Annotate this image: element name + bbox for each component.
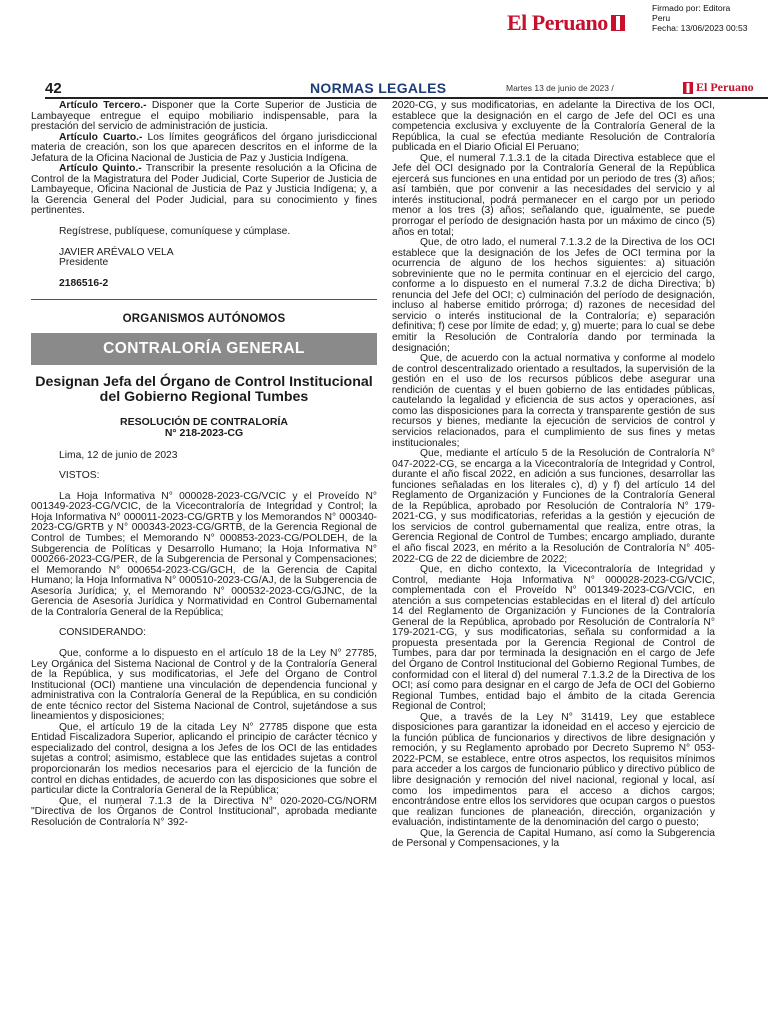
place-date: Lima, 12 de junio de 2023 — [59, 449, 178, 461]
resolution-title — [31, 417, 377, 439]
considerando-paragraph: Que, el numeral 7.1.3.1 de la citada Directiva establece que el Jefe del OCI designado por la Contraloría General de la República ejercerá sus funciones en una entidad por un periodo de tres (3) años; así también, que por convenir a las necesidades del servicio y al interés institucional, podrá permanecer en el cargo por un periodo menor a los tres (3) años; señalando que, igualmente, se puede prorrogar el período de designación hasta por un máximo de cinco (5) años en total; — [392, 152, 715, 238]
considerando-paragraph: Que, el artículo 19 de la citada Ley N° 27785 dispone que esta Entidad Fiscalizadora Superior, aplicando el principio de carácter técnico y especializado del control, designa a los Jefes de los OCI de las entidades sujetas a control; asimismo, establece que las entidades sujetas a control proporcionarán los medios necesarios para el ejercicio de la función de control en dichas entidades, de acuerdo con las disposiciones que sobre el particular dicte la Contraloría General de la República; — [31, 721, 377, 797]
header-logo — [683, 80, 754, 95]
vistos-heading: VISTOS: — [59, 470, 100, 482]
headline: Designan Jefa del Órgano de Control Institucional del Gobierno Regional Tumbes — [35, 373, 373, 405]
digital-signature — [652, 3, 748, 33]
left-column — [31, 101, 377, 828]
article-paragraph — [31, 101, 377, 133]
considerando-paragraph: Que, de otro lado, el numeral 7.1.3.2 de la Directiva de los OCI establece que la designación de los Jefes de OCI termina por la ocurrencia de alguno de los hechos siguientes: a) situación sobreviniente que no le permita continuar en el ejercicio del cargo, conforme a lo dispuesto en el numeral 7.3.2 de dicha Directiva; b) renuncia del Jefe del OCI; c) culminación del período de designación, incluso al haberse emitido prórroga; d) razones de necesidad del servicio o interés institucional de la Contraloría; e) separación definitiva; f) cese por límite de edad; y, g) muerte; para lo cual se debe emitir la Resolución de Contraloría dando por terminada la designación; — [392, 237, 715, 354]
issue-date: Martes 13 de junio de 2023 / — [506, 83, 614, 93]
masthead — [0, 0, 768, 72]
closing-formula: Regístrese, publíquese, comuníquese y cúmplase. — [59, 226, 291, 238]
considerando-paragraph: Que, de acuerdo con la actual normativa y conforme al modelo de control descentralizado orientado a resultados, la supervisión de la gestión en el uso de los recursos públicos debe asegurar una rendición de cuentas y el buen gobierno de las entidades públicas, cautelando la legalidad y eficiencia de sus actos y operaciones, así como las disposiciones para la correcta y transparente gestión de sus recursos y bienes, mediante la ejecución de servicios de control y servicios relacionados, para el cumplimiento de sus fines y metas institucionales; — [392, 353, 715, 449]
article-title: Artículo Quinto.- — [59, 163, 142, 175]
considerando-heading: CONSIDERANDO: — [59, 627, 146, 639]
logo-text: El Peruano — [507, 10, 608, 35]
page-number: 42 — [45, 80, 62, 97]
considerando-paragraph: Que, el numeral 7.1.3 de la Directiva N° 020-2020-CG/NORM "Directiva de los Órganos de Control Institucional", aprobada mediante Resolución de Contraloría N° 392- — [31, 795, 377, 828]
header-rule — [45, 97, 768, 99]
signer-name: JAVIER ARÉVALO VELA — [59, 246, 174, 258]
divider — [31, 299, 377, 300]
document-number: 2186516-2 — [59, 277, 109, 289]
signature-line: Fecha: 13/06/2023 00:53 — [652, 23, 748, 33]
considerando-paragraph: Que, a través de la Ley N° 31419, Ley que establece disposiciones para garantizar la idoneidad en el acceso y ejercicio de la función pública de funcionarios y directivos de libre designación y remoción, y su Reglamento aprobado por Decreto Supremo N° 053-2022-PCM, se establece, entre otros aspectos, los requisitos mínimos para acceder a los cargos de funcionario público y directivo público de libre designación y remoción del nivel nacional, regional y local, así como los impedimentos para el acceso a dichos cargos; encontrándose entre ellos los servidores que ocupan cargos o puestos que realizan funciones de planeación, dirección, organización y evaluación, indistintamente de la denominación del cargo o puesto; — [392, 711, 715, 829]
article-paragraph — [31, 164, 377, 217]
continued-paragraph: 2020-CG, y sus modificatorias, en adelante la Directiva de los OCI, establece que la designación en el cargo de Jefe del OCI es una competencia exclusiva y excluyente de la Contraloría General de la República, la cual se efectúa mediante Resolución de Contraloría publicada en el Diario Oficial El Peruano; — [392, 100, 715, 154]
considerando-paragraph: Que, conforme a lo dispuesto en el artículo 18 de la Ley N° 27785, Ley Orgánica del Sistema Nacional de Control y de la Contraloría General de la República, y sus modificatorias, el Jefe del Órgano de Control Institucional (OCI) mantiene una vinculación de dependencia funcional y administrativa con la Contraloría General de la República, en su condición de ente técnico rector del Sistema Nacional de Control, sujetándose a sus lineamientos y disposiciones; — [31, 647, 377, 723]
peru-flag-icon — [611, 15, 625, 31]
section-title: NORMAS LEGALES — [310, 80, 447, 96]
peru-flag-icon — [683, 82, 693, 94]
section-heading: ORGANISMOS AUTÓNOMOS — [122, 313, 286, 326]
article-text: Transcribir la presente resolución a la Oficina de Control de la Magistratura del Poder Judicial, Corte Superior de Justicia de Lambayeque, Oficina Nacional de Justicia de Paz y Justicia Indígena; y, a la Gerencia General del Poder Judicial, para su conocimiento y fines pertinentes. — [31, 163, 377, 217]
considerando-paragraph: Que, la Gerencia de Capital Humano, así como la Subgerencia de Personal y Compensaciones, y la — [392, 827, 715, 850]
considerando-paragraph: Que, en dicho contexto, la Vicecontraloría de Integridad y Control, mediante Hoja Informativa N° 000028-2023-CG/VCIC, complementada con el Proveído N° 001349-2023-CG/VCIC, en atención a sus competencias establecidas en el literal d) del artículo 14 del Reglamento de Organización y Funciones de la Contraloría General de la República, aprobado por Resolución de Contraloría N° 179-2021-CG, y sus modificatorias, señala su conformidad a la propuesta presentada por la Gerencia Regional de Control de Tumbes, para dar por terminada la designación en el cargo de Jefe del Órgano de Control Institucional del Gobierno Regional Tumbes, de conformidad con el literal d) del numeral 7.1.3.2 de la Directiva de los OCI; así como para designar en el cargo de Jefa de OCI del Gobierno Regional Tumbes, entidad bajo el ámbito de la citada Gerencia Regional de Control; — [392, 564, 715, 713]
vistos-paragraph: La Hoja Informativa N° 000028-2023-CG/VCIC y el Proveído N° 001349-2023-CG/VCIC, de la Vicecontraloría de Integridad y Control; la Hoja Informativa N° 000011-2023-CG/GRTB y los Memorandos N° 000340-2023-CG/GRTB y N° 000343-2023-CG/GRTB, de la Gerencia Regional de Control de Tumbes; el Memorando N° 000853-2023-CG/POLDEH, de la Subgerencia de Políticas y Desarrollo Humano; la Hoja Informativa N° 000266-2023-CG/PER, de la Subgerencia de Personal y Compensaciones; el Memorando N° 000654-2023-CG/GCH, de la Gerencia de Capital Humano; la Hoja Informativa N° 000510-2023-CG/AJ, de la Subgerencia de Asesoría Jurídica; y, el Memorando N° 000532-2023-CG/GJNC, de la Gerencia de Asesoría Jurídica y Normatividad en Control Gubernamental de la Contraloría General de la República; — [31, 490, 377, 618]
signature-line: Peru — [652, 13, 671, 23]
signer-role: Presidente — [59, 257, 109, 269]
considerando-paragraph: Que, mediante el artículo 5 de la Resolución de Contraloría N° 047-2022-CG, se encarga a la Vicecontraloría de Integridad y Control, durante el año fiscal 2022, en adición a sus funciones, desarrollar las funciones señaladas en los literales c), d) y f) del artículo 14 del Reglamento de Organización y Funciones de la Contraloría General de la República, aprobado por Resolución de Contraloría N° 179-2021-CG, y sus modificatorias, referidas a la gestión y ejecución de los servicios de control gubernamental que realiza, entre otras, la Gerencia Regional de Control de Tumbes; encargo ampliado, durante el año fiscal 2023, en mérito a la Resolución de Contraloría N° 405-2022-CG de 22 de diciembre de 2022; — [392, 448, 715, 565]
institution-band: CONTRALORÍA GENERAL — [31, 333, 377, 365]
article-title: Artículo Cuarto.- — [59, 131, 143, 143]
header-logo-text: El Peruano — [696, 80, 754, 94]
right-column — [392, 101, 715, 850]
resolution-number: N° 218-2023-CG — [164, 426, 244, 439]
resolution-label: RESOLUCIÓN DE CONTRALORÍA — [120, 415, 288, 428]
el-peruano-logo — [507, 10, 625, 36]
article-title: Artículo Tercero.- — [59, 100, 147, 111]
signature-line: Firmado por: Editora — [652, 3, 731, 13]
article-text: Los límites geográficos del órgano jurisdiccional materia de creación, son los que aparecen descritos en el informe de la Jefatura de la Oficina Nacional de Justicia de Paz y Justicia Indígena. — [31, 131, 378, 164]
article-text: Disponer que la Corte Superior de Justicia de Lambayeque entregue el equipo mobiliario indispensable, para la prestación del servicio de administración de justicia. — [31, 100, 377, 133]
article-paragraph — [31, 133, 377, 165]
